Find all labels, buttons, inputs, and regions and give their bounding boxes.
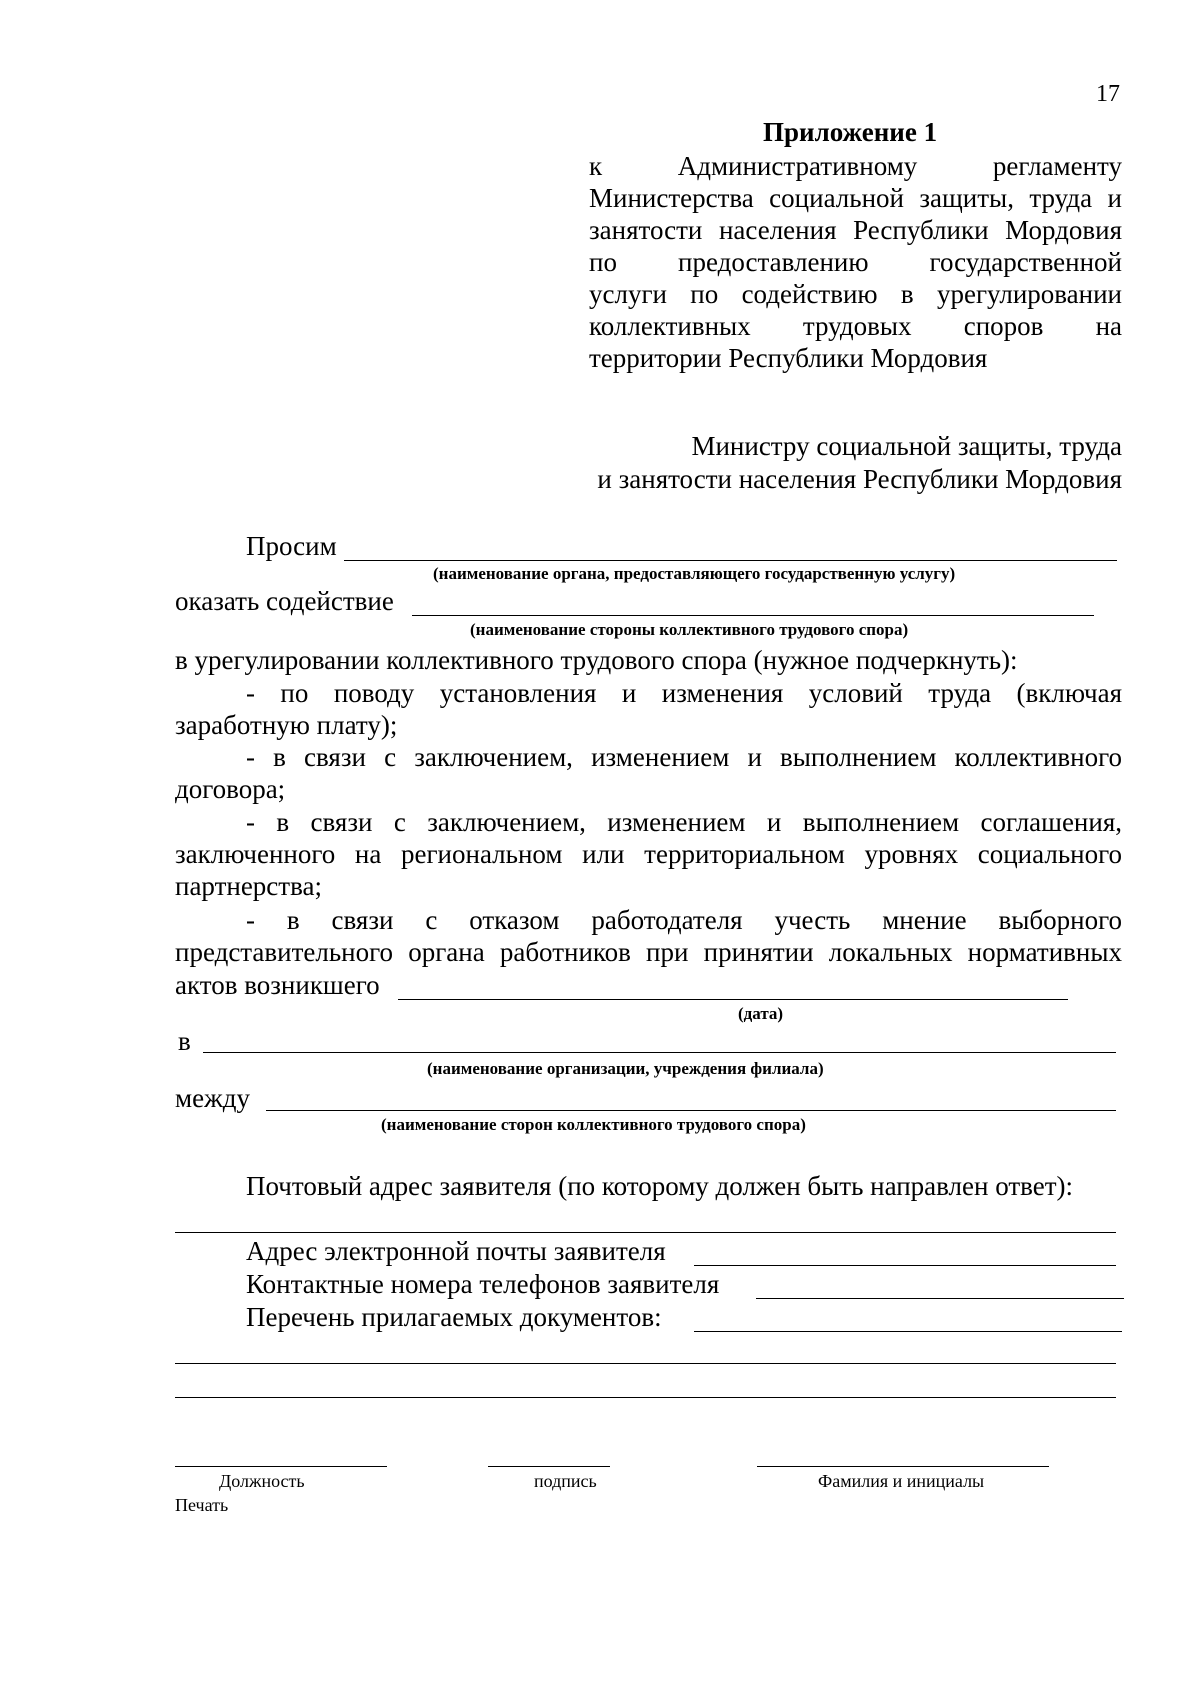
- appendix-line: занятости населения Республики Мордовия: [589, 215, 1122, 245]
- signature-sign-line[interactable]: [488, 1466, 610, 1467]
- arose-label: актов возникшего: [175, 970, 380, 1000]
- docs-field-line-3[interactable]: [175, 1397, 1116, 1398]
- request-field-line[interactable]: [344, 560, 1117, 561]
- appendix-line: Министерства социальной защиты, труда и: [589, 183, 1122, 213]
- request-label: Просим: [246, 531, 337, 561]
- org-field-line[interactable]: [203, 1052, 1116, 1053]
- org-caption: (наименование организации, учреждения филиала): [427, 1059, 824, 1078]
- assist-field-line[interactable]: [412, 615, 1094, 616]
- appendix-line: коллективных трудовых споров на: [589, 311, 1122, 341]
- appendix-line: к Административному регламенту: [589, 151, 1122, 181]
- request-caption: (наименование органа, предоставляющего государственную услугу): [433, 564, 956, 583]
- option-line: - по поводу установления и изменения условий труда (включая: [246, 678, 1122, 708]
- option-line: заключенного на региональном или территориальном уровнях социального: [175, 839, 1122, 869]
- postal-field-line[interactable]: [175, 1232, 1116, 1233]
- option-line: заработную плату);: [175, 710, 398, 740]
- name-caption: Фамилия и инициалы: [818, 1471, 985, 1491]
- name-sign-line[interactable]: [757, 1466, 1049, 1467]
- date-field-line[interactable]: [398, 999, 1068, 1000]
- option-line: - в связи с отказом работодателя учесть мнение выборного: [246, 905, 1122, 935]
- option-line: - в связи с заключением, изменением и выполнением коллективного: [246, 742, 1122, 772]
- appendix-line: территории Республики Мордовия: [589, 343, 988, 373]
- phone-label: Контактные номера телефонов заявителя: [246, 1269, 720, 1299]
- page-number: 17: [1096, 81, 1120, 107]
- docs-field-line[interactable]: [694, 1331, 1122, 1332]
- addressee-line-1: Министру социальной защиты, труда: [691, 431, 1122, 461]
- signature-caption: подпись: [534, 1471, 597, 1491]
- option-line: представительного органа работников при принятии локальных нормативных: [175, 937, 1122, 967]
- phone-field-line[interactable]: [756, 1298, 1124, 1299]
- dispute-intro: в урегулировании коллективного трудового спора (нужное подчеркнуть):: [175, 645, 1018, 675]
- position-sign-line[interactable]: [175, 1466, 387, 1467]
- parties-field-line[interactable]: [266, 1110, 1116, 1111]
- email-label: Адрес электронной почты заявителя: [246, 1236, 666, 1266]
- option-line: договора;: [175, 774, 286, 804]
- addressee-line-2: и занятости населения Республики Мордовия: [597, 464, 1122, 494]
- appendix-title: Приложение 1: [763, 117, 938, 147]
- docs-label: Перечень прилагаемых документов:: [246, 1302, 662, 1332]
- between-label: между: [175, 1083, 250, 1113]
- assist-caption: (наименование стороны коллективного трудового спора): [470, 620, 909, 639]
- email-field-line[interactable]: [694, 1265, 1116, 1266]
- appendix-line: услуги по содействию в урегулировании: [589, 279, 1122, 309]
- position-caption: Должность: [219, 1471, 305, 1491]
- option-line: партнерства;: [175, 871, 322, 901]
- in-label: в: [178, 1026, 191, 1056]
- parties-caption: (наименование сторон коллективного трудового спора): [381, 1115, 806, 1134]
- docs-field-line-2[interactable]: [175, 1363, 1116, 1364]
- date-caption: (дата): [738, 1004, 784, 1023]
- stamp-label: Печать: [175, 1495, 229, 1515]
- postal-label: Почтовый адрес заявителя (по которому должен быть направлен ответ):: [246, 1171, 1074, 1201]
- assist-label: оказать содействие: [175, 586, 394, 616]
- appendix-line: по предоставлению государственной: [589, 247, 1122, 277]
- option-line: - в связи с заключением, изменением и выполнением соглашения,: [246, 807, 1122, 837]
